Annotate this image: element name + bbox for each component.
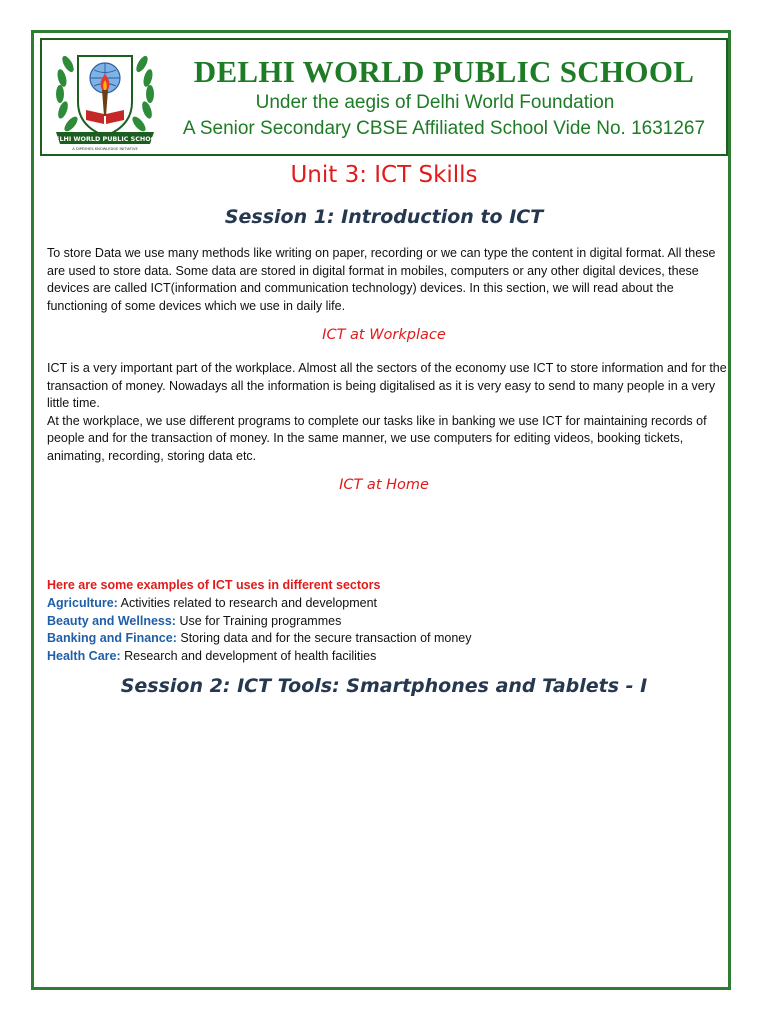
- list-item: [47, 630, 727, 648]
- sector-term: Agriculture:: [47, 595, 118, 610]
- examples-list: [47, 577, 727, 666]
- school-logo: [50, 44, 160, 152]
- intro-text: To store Data we use many methods like writing on paper, recording or we can type the content in digital format. All these are used to store data. Some data are stored in digital format in mobiles, computers or any other digital devices, these devices are called ICT(information and communication technology) devices. In this section, we will read about the functioning of some devices which we use in daily life.: [47, 246, 716, 313]
- sector-description: Activities related to research and development: [117, 595, 378, 610]
- workplace-paragraph-1: ICT is a very important part of the workplace. Almost all the sectors of the economy use ICT to store information and for the transaction of money. Nowadays all the information is being digitalised as it is very easy to send to many people in a very little time.: [47, 361, 727, 411]
- list-item: [47, 648, 727, 666]
- home-heading: ICT at Home: [339, 477, 429, 493]
- svg-text:A DIPESHES KNOWLEDGE INITIATIV: A DIPESHES KNOWLEDGE INITIATIVE: [72, 147, 138, 151]
- svg-text:DELHI WORLD PUBLIC SCHOOL: DELHI WORLD PUBLIC SCHOOL: [50, 135, 160, 143]
- header-subtitle-affiliation: A Senior Secondary CBSE Affiliated School Vide No. 1631267: [182, 118, 706, 139]
- school-header: [40, 38, 728, 156]
- intro-paragraph: [47, 245, 727, 315]
- list-item: [47, 595, 727, 613]
- sector-description: Storing data and for the secure transaction of money: [176, 631, 472, 646]
- unit-title: Unit 3: ICT Skills: [290, 162, 478, 188]
- sector-term: Health Care:: [47, 649, 121, 664]
- school-name: DELHI WORLD PUBLIC SCHOOL: [193, 54, 695, 89]
- workplace-heading: ICT at Workplace: [322, 327, 446, 343]
- sector-description: Research and development of health facilities: [120, 649, 377, 664]
- workplace-section: [47, 360, 727, 466]
- list-item: [47, 613, 727, 631]
- sector-term: Beauty and Wellness:: [47, 613, 176, 628]
- sector-description: Use for Training programmes: [175, 613, 342, 628]
- examples-title: Here are some examples of ICT uses in different sectors: [47, 578, 381, 592]
- session2-title: Session 2: ICT Tools: Smartphones and Tablets - I: [120, 675, 648, 697]
- workplace-paragraph-2: At the workplace, we use different programs to complete our tasks like in banking we use ICT for maintaining records of people and for the transaction of money. In the same manner, we use computers for editing videos, booking tickets, animating, recording, storing data etc.: [47, 413, 707, 463]
- session1-title: Session 1: Introduction to ICT: [224, 206, 544, 228]
- header-subtitle-foundation: Under the aegis of Delhi World Foundation: [255, 92, 615, 113]
- sector-term: Banking and Finance:: [47, 631, 177, 646]
